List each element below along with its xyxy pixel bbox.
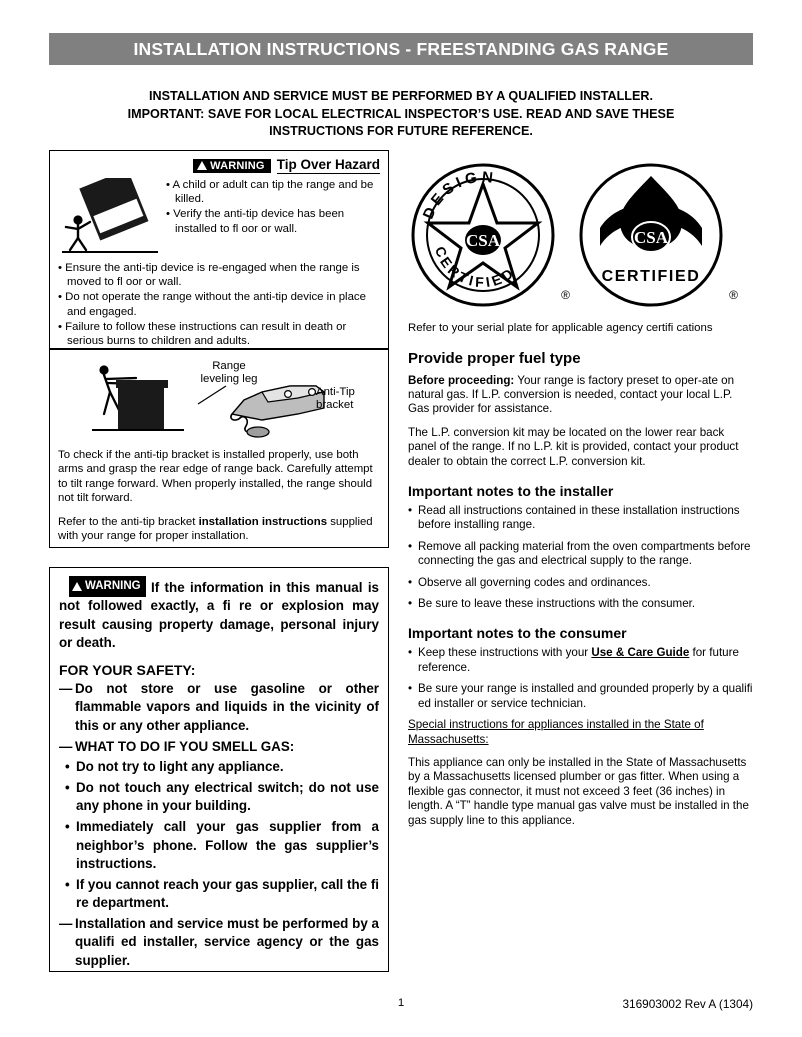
installer-notes-list — [408, 504, 753, 611]
safety-item: — Do not store or use gasoline or other flammable vapors and liquids in the vicinity of this or any other appliance. — [59, 680, 379, 733]
anti-tip-bracket-label: Anti-Tip bracket — [316, 386, 355, 411]
fuel-paragraph-1: Before proceeding: Your range is factory preset to oper-ate on natural gas. If L.P. conversion is needed, contact your local L.P. Gas provider for assistance. — [408, 373, 735, 416]
tip-over-bullet: • Verify the anti-tip device has been installed to fl oor or wall. — [166, 208, 345, 235]
subheading-line-2: IMPORTANT: SAVE FOR LOCAL ELECTRICAL INSPECTOR’S USE. READ AND SAVE THESE — [127, 106, 675, 121]
page-title-banner: INSTALLATION INSTRUCTIONS - FREESTANDING GAS RANGE — [49, 33, 753, 65]
fuel-type-heading: Provide proper fuel type — [408, 349, 581, 367]
safety-warning-statement — [59, 576, 379, 653]
svg-text:CERTIFIED: CERTIFIED — [601, 268, 701, 285]
svg-text:CSA: CSA — [633, 228, 669, 247]
registered-mark: ® — [729, 288, 738, 302]
page-number: 1 — [397, 997, 405, 1009]
safety-item: • Do not touch any electrical switch; do not use any phone in your building. — [65, 779, 379, 814]
tip-over-bullet: • A child or adult can tip the range and be killed. — [166, 179, 374, 206]
tip-over-title: Tip Over Hazard — [276, 157, 380, 172]
anti-tip-bracket-box — [49, 349, 389, 548]
subheading-line-1: INSTALLATION AND SERVICE MUST BE PERFORMED BY A QUALIFIED INSTALLER. — [149, 89, 653, 103]
serial-plate-note: Refer to your serial plate for applicable agency certifi cations — [408, 322, 713, 334]
warning-badge — [69, 576, 146, 597]
for-your-safety-heading: FOR YOUR SAFETY: — [59, 661, 196, 678]
tip-over-warning-header — [158, 157, 380, 174]
svg-text:CERTIFIED: CERTIFIED — [431, 244, 519, 291]
consumer-note-item: • Be sure your range is installed and grounded properly by a qualifi ed installer or service technician. — [408, 682, 753, 710]
installer-notes-heading: Important notes to the installer — [408, 483, 614, 500]
svg-text:DESIGN: DESIGN — [419, 168, 498, 222]
design-certified-logo — [408, 160, 570, 310]
tip-over-lower-bullets — [58, 261, 380, 348]
consumer-notes-heading: Important notes to the consumer — [408, 625, 627, 642]
safety-item: • If you cannot reach your gas supplier, call the fi re department. — [65, 876, 379, 911]
installer-note-item: • Remove all packing material from the oven compartments before connecting the gas and electrical supply to the range. — [408, 539, 751, 568]
anti-tip-paragraph-1: To check if the anti-tip bracket is installed properly, use both arms and grasp the rear edge of range back. Carefully attempt to tilt range forward. When properly installed, the range should not tilt forward. — [58, 449, 373, 504]
anti-tip-illustration — [58, 356, 380, 446]
document-code: 316903002 Rev A (1304) — [622, 997, 753, 1011]
tipping-range-illustration — [58, 178, 162, 258]
tip-over-bullet: • Do not operate the range without the anti-tip device in place and engaged. — [58, 291, 366, 318]
svg-text:CSA: CSA — [465, 231, 501, 250]
anti-tip-paragraph-2: Refer to the anti-tip bracket installation instructions supplied with your range for proper installation. — [58, 516, 373, 543]
tip-over-bullet: • Ensure the anti-tip device is re-engaged when the range is moved to fl oor or wall. — [58, 262, 360, 289]
warning-triangle-icon — [197, 161, 207, 170]
safety-item: • Immediately call your gas supplier from a neighbor’s phone. Follow the gas supplier’s instructions. — [65, 818, 379, 872]
registered-mark: ® — [561, 288, 570, 302]
consumer-notes-list — [408, 646, 753, 711]
fuel-paragraph-2: The L.P. conversion kit may be located on the lower rear back panel of the range. If no L.P. kit is provided, contact your product dealer to obtain the correct L.P. conversion kit. — [408, 425, 739, 468]
installer-note-item: • Be sure to leave these instructions with the consumer. — [408, 597, 696, 611]
safety-warning-text: If the information in this manual is not followed exactly, a fi re or explosion may result causing property damage, personal injury or death. — [59, 579, 379, 651]
installer-note-item: • Observe all governing codes and ordinances. — [408, 575, 651, 589]
safety-item: — WHAT TO DO IF YOU SMELL GAS: — [59, 738, 295, 754]
range-leveling-leg-label: Range leveling leg — [200, 360, 258, 385]
anti-tip-instructions — [58, 448, 380, 544]
safety-item: — Installation and service must be performed by a qualifi ed installer, service agency or the gas supplier. — [59, 915, 379, 969]
certification-logos — [408, 150, 753, 320]
massachusetts-body: This appliance can only be installed in the State of Massachusetts by a Massachusetts licensed plumber or gas fitter. When using a flexible gas connector, it must not exceed 3 feet (36 inches) in length. A “T” handle type manual gas valve must be installed in the gas supply line to this appliance. — [408, 755, 749, 827]
warning-badge-label: WARNING — [210, 159, 265, 172]
consumer-note-item: • Keep these instructions with your Use & Care Guide for future reference. — [408, 646, 739, 674]
tip-over-bullet: • Failure to follow these instructions can result in death or serious burns to children and adults. — [58, 320, 347, 348]
csa-certified-logo — [576, 160, 738, 310]
page-subheading — [49, 88, 753, 141]
safety-warning-box — [49, 567, 389, 972]
installer-note-item: • Read all instructions contained in these installation instructions before installing range. — [408, 504, 740, 532]
warning-triangle-icon — [72, 582, 82, 591]
warning-badge — [193, 159, 271, 173]
tip-over-hazard-box — [49, 150, 389, 349]
tip-over-bullets — [162, 178, 380, 258]
safety-items-list — [59, 680, 379, 971]
warning-badge-label: WARNING — [85, 580, 141, 592]
massachusetts-heading: Special instructions for appliances installed in the State of Massachusetts: — [408, 718, 704, 746]
right-column — [408, 150, 753, 837]
safety-item: • Do not try to light any appliance. — [65, 759, 284, 775]
subheading-line-3: INSTRUCTIONS FOR FUTURE REFERENCE. — [269, 124, 533, 138]
